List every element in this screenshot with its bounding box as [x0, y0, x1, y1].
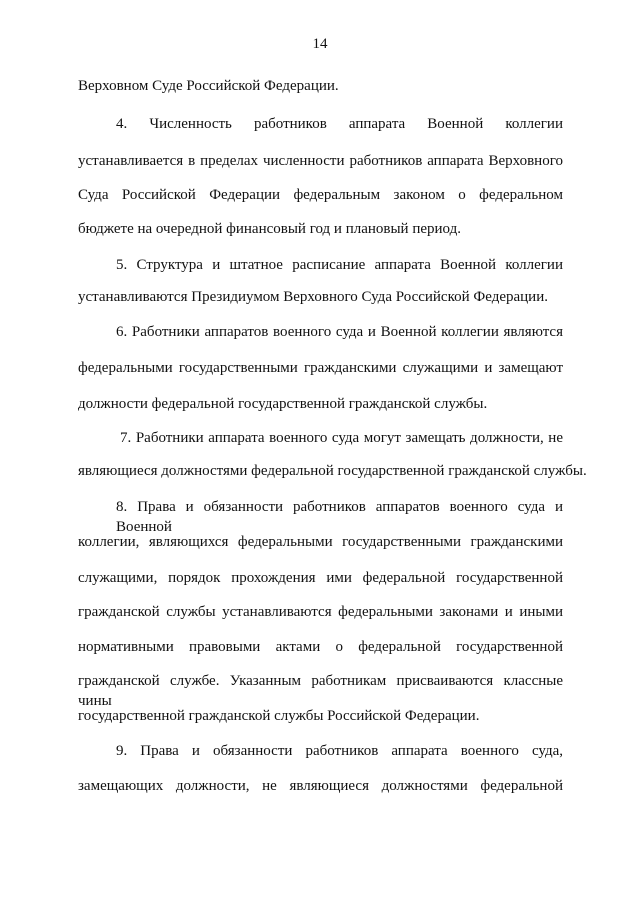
text-line: должности федеральной государственной гражданской службы. — [78, 396, 488, 412]
paragraph-5-start: 5. Структура и штатное расписание аппарата Военной коллегии — [116, 257, 563, 273]
paragraph-6-start: 6. Работники аппаратов военного суда и Военной коллегии являются — [116, 324, 563, 340]
text-line: федеральными государственными гражданскими служащими и замещают — [78, 360, 563, 376]
paragraph-4-start: 4. Численность работников аппарата Военной коллегии — [116, 116, 563, 132]
text-line: Суда Российской Федерации федеральным законом о федеральном — [78, 187, 563, 203]
text-line: государственной гражданской службы Российской Федерации. — [78, 708, 480, 724]
text-line: гражданской службе. Указанным работникам присваиваются классные чины — [78, 673, 563, 709]
text-line: устанавливаются Президиумом Верховного Суда Российской Федерации. — [78, 289, 548, 305]
text-line: являющиеся должностями федеральной государственной гражданской службы. — [78, 463, 587, 479]
paragraph-9-start: 9. Права и обязанности работников аппарата военного суда, — [116, 743, 563, 759]
text-line: нормативными правовыми актами о федеральной государственной — [78, 639, 563, 655]
paragraph-8-start: 8. Права и обязанности работников аппаратов военного суда и Военной — [116, 499, 563, 535]
page-number: 14 — [312, 36, 328, 52]
text-line: Верховном Суде Российской Федерации. — [78, 78, 339, 94]
paragraph-7-start: 7. Работники аппарата военного суда могут замещать должности, не — [120, 430, 563, 446]
text-line: служащими, порядок прохождения ими федеральной государственной — [78, 570, 563, 586]
text-line: устанавливается в пределах численности работников аппарата Верховного — [78, 153, 563, 169]
text-line: замещающих должности, не являющиеся должностями федеральной — [78, 778, 563, 794]
text-line: бюджете на очередной финансовый год и плановый период. — [78, 221, 461, 237]
text-line: коллегии, являющихся федеральными государственными гражданскими — [78, 534, 563, 550]
text-line: гражданской службы устанавливаются федеральными законами и иными — [78, 604, 563, 620]
